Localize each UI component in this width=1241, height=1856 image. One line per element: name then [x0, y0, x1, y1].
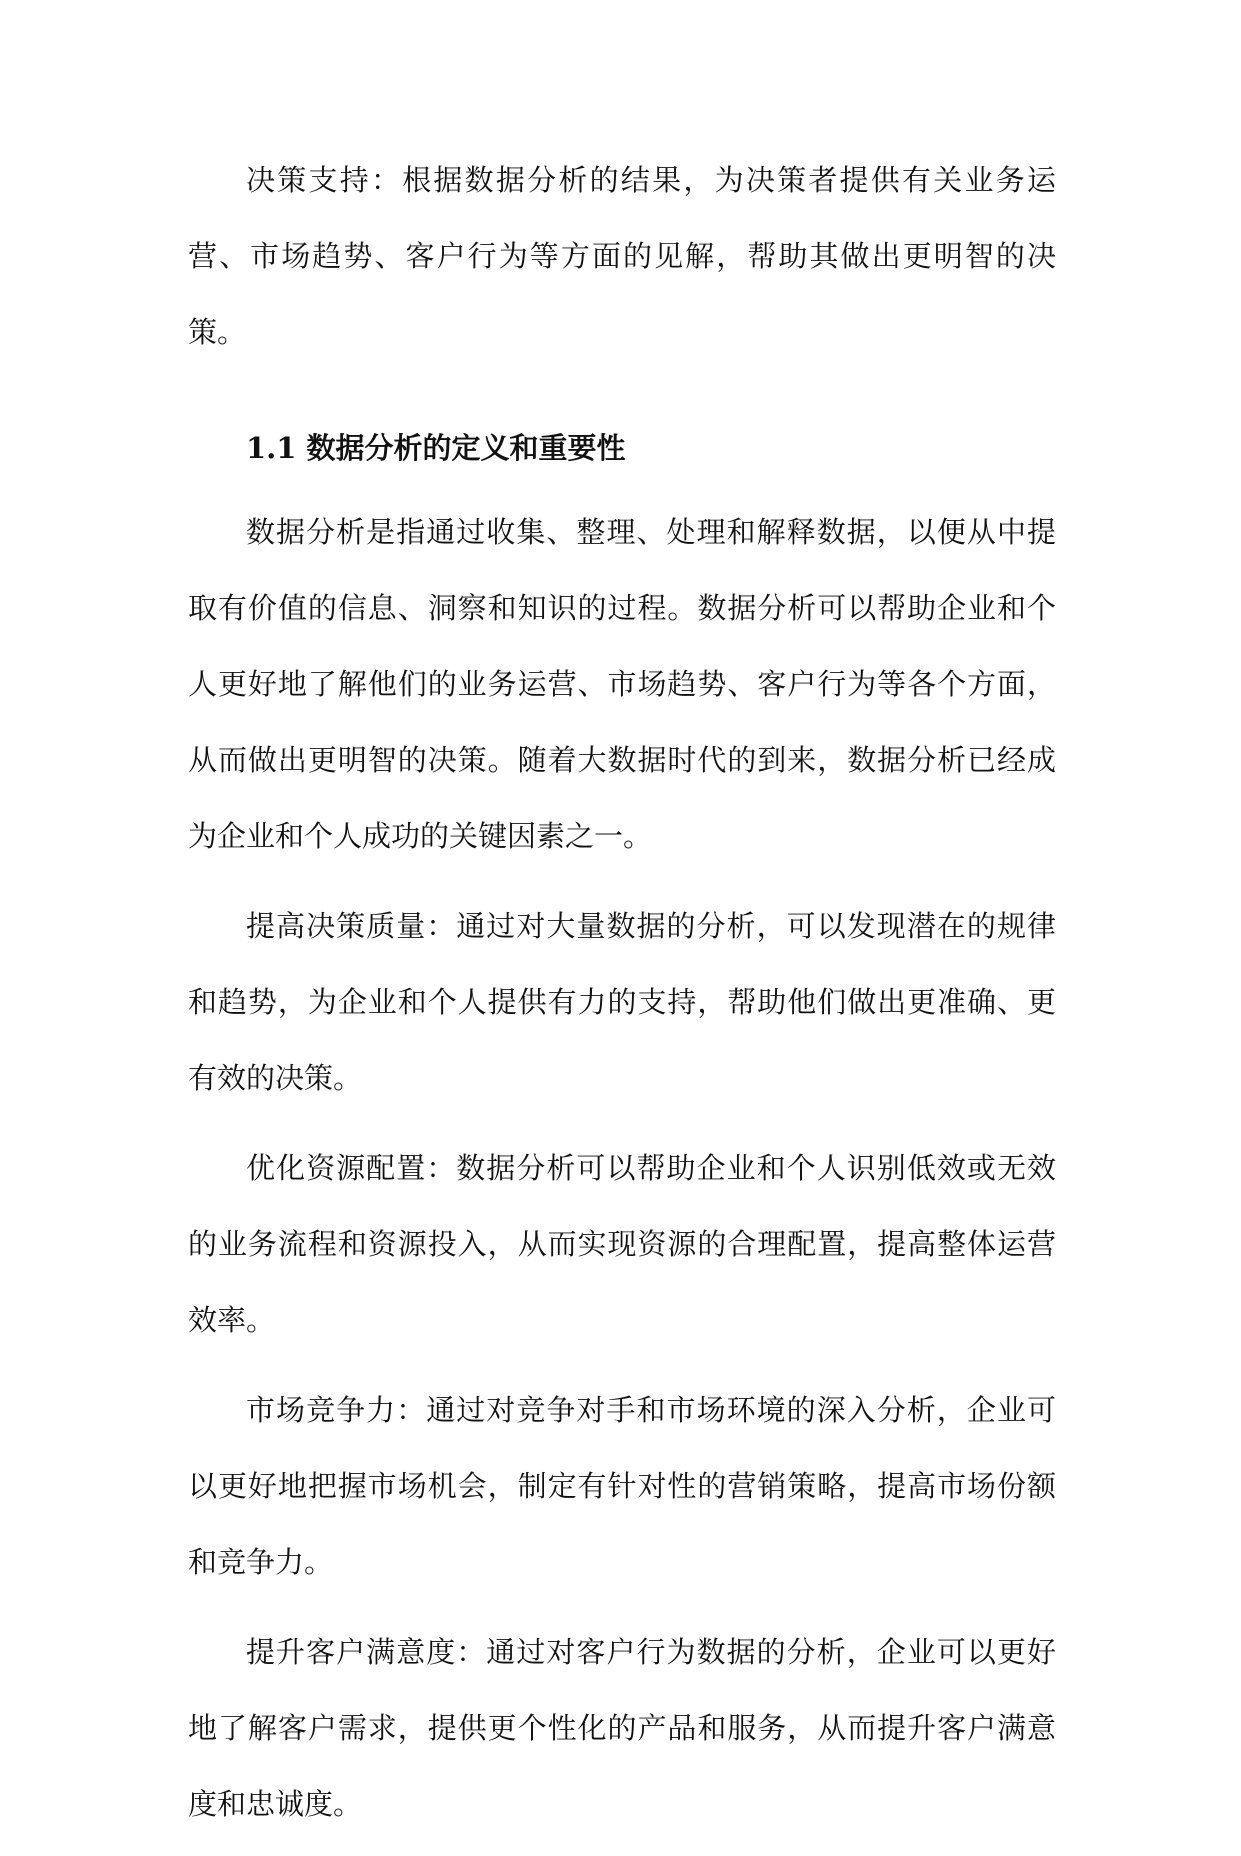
paragraph-decision-quality: 提高决策质量：通过对大量数据的分析，可以发现潜在的规律和趋势，为企业和个人提供有力的支持，帮助他们做出更准确、更有效的决策。 [188, 909, 1056, 1095]
paragraph-market-competitiveness: 市场竞争力：通过对竞争对手和市场环境的深入分析，企业可以更好地把握市场机会，制定有针对性的营销策略，提高市场份额和竞争力。 [188, 1393, 1056, 1579]
document-body [188, 142, 1056, 1856]
paragraph-customer-satisfaction: 提升客户满意度：通过对客户行为数据的分析，企业可以更好地了解客户需求，提供更个性化的产品和服务，从而提升客户满意度和忠诚度。 [188, 1635, 1056, 1821]
paragraph-resource-allocation: 优化资源配置：数据分析可以帮助企业和个人识别低效或无效的业务流程和资源投入，从而实现资源的合理配置，提高整体运营效率。 [188, 1151, 1056, 1337]
paragraph-decision-support: 决策支持：根据数据分析的结果，为决策者提供有关业务运营、市场趋势、客户行为等方面的见解，帮助其做出更明智的决策。 [188, 163, 1056, 349]
section-heading: 1.1 数据分析的定义和重要性 [246, 431, 626, 465]
paragraph-definition: 数据分析是指通过收集、整理、处理和解释数据，以便从中提取有价值的信息、洞察和知识的过程。数据分析可以帮助企业和个人更好地了解他们的业务运营、市场趋势、客户行为等各个方面，从而做出更明智的决策。随着大数据时代的到来，数据分析已经成为企业和个人成功的关键因素之一。 [188, 515, 1056, 853]
